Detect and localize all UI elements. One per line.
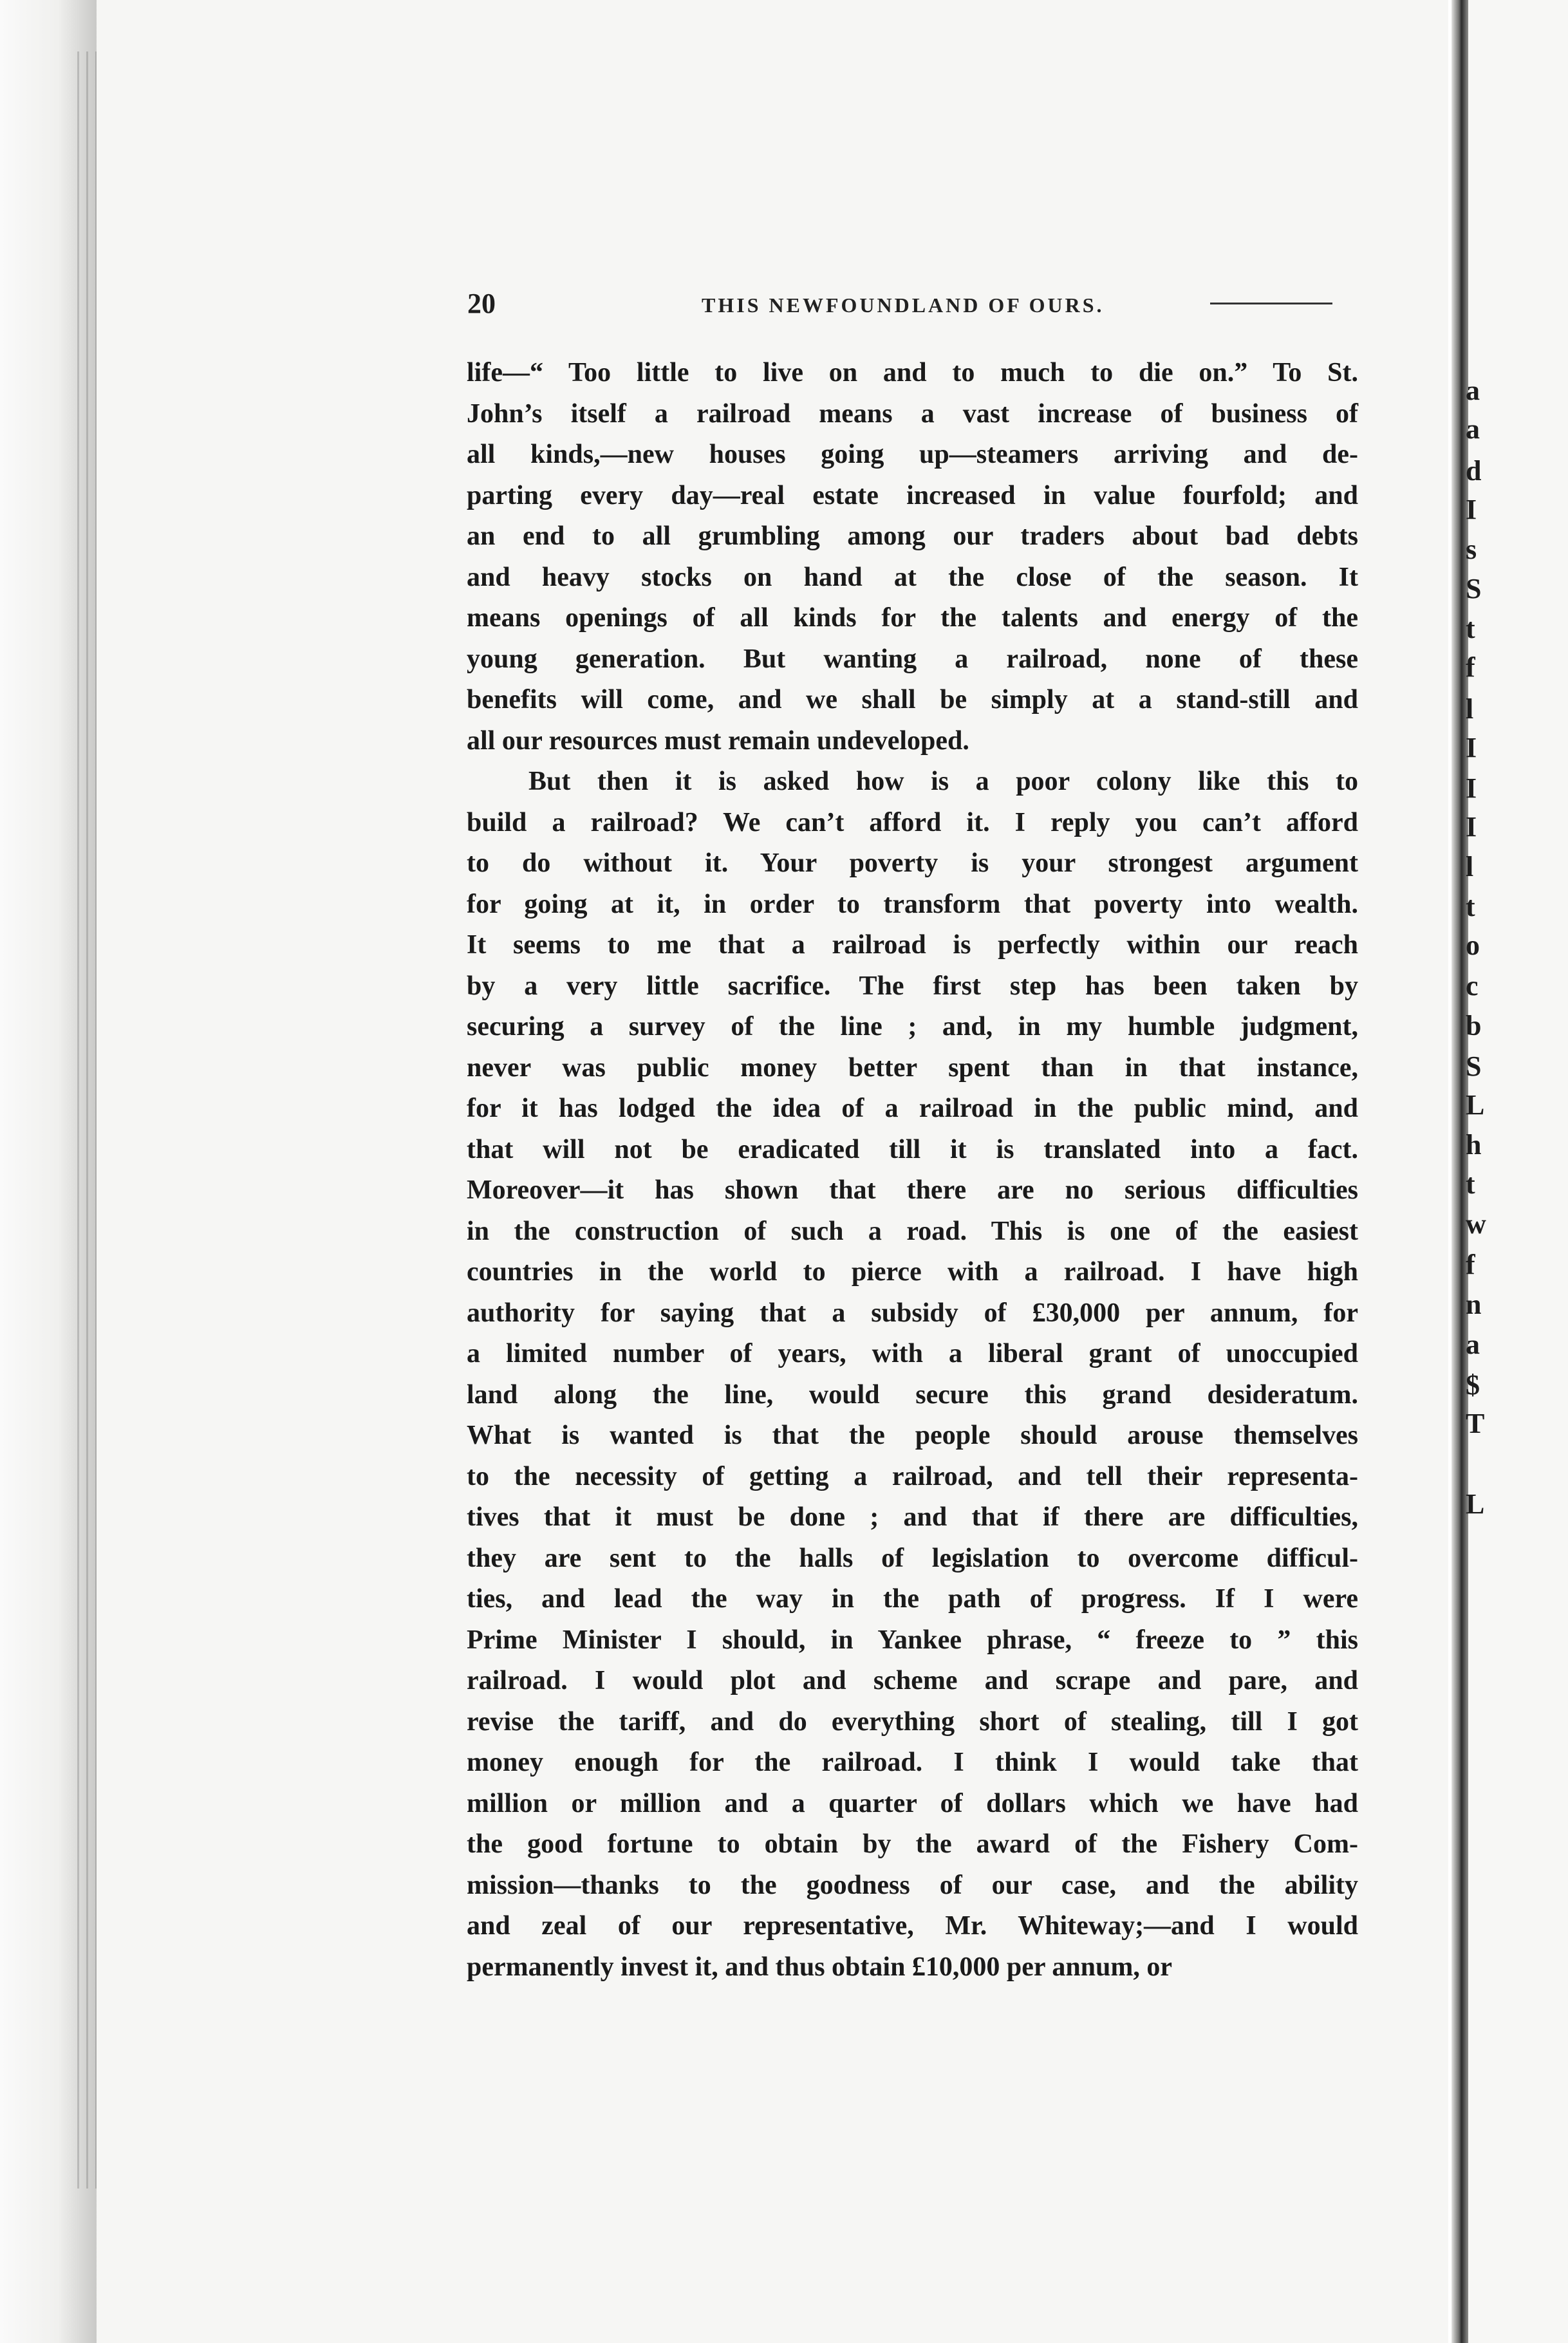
facing-page-letter: I: [1466, 811, 1477, 843]
facing-page-letter: h: [1466, 1129, 1482, 1161]
facing-page-letter: f: [1466, 1249, 1475, 1280]
facing-page-letter: s: [1466, 534, 1477, 565]
text-line: John’s itself a railroad means a vast increase of business of: [467, 398, 1358, 429]
facing-page-letter: S: [1466, 573, 1482, 604]
text-line: for going at it, in order to transform that poverty into wealth.: [467, 889, 1358, 919]
text-line: all our resources must remain undeveloped.: [467, 725, 969, 756]
text-line: to the necessity of getting a railroad, and tell their representa-: [467, 1461, 1358, 1491]
page-number: 20: [467, 288, 496, 319]
text-line: railroad. I would plot and scheme and scrape and pare, and: [467, 1666, 1358, 1695]
text-line: benefits will come, and we shall be simply at a stand-still and: [467, 685, 1358, 714]
text-line: and zeal of our representative, Mr. Whiteway;—and I would: [467, 1911, 1358, 1941]
facing-page-letter: L: [1466, 1089, 1485, 1121]
facing-page-letter: l: [1466, 693, 1474, 725]
text-line: for it has lodged the idea of a railroad in the public mind, and: [467, 1094, 1358, 1123]
facing-page-letter: l: [1466, 851, 1474, 882]
text-line: Moreover—it has shown that there are no serious difficulties: [467, 1175, 1358, 1205]
facing-page-letter: $: [1466, 1369, 1480, 1401]
text-line: life—“ Too little to live on and to much to die on.” To St.: [467, 358, 1358, 387]
text-line: an end to all grumbling among our traders about bad debts: [467, 521, 1358, 551]
facing-page-letter: t: [1466, 613, 1475, 644]
facing-page-letter: f: [1466, 651, 1475, 683]
text-line: revise the tariff, and do everything short of stealing, till I got: [467, 1706, 1358, 1737]
text-line: means openings of all kinds for the talents and energy of the: [467, 603, 1358, 633]
facing-page-edge: [1468, 0, 1568, 2343]
text-line: build a railroad? We can’t afford it. I reply you can’t afford: [467, 807, 1358, 837]
facing-page-letter: n: [1466, 1289, 1482, 1320]
facing-page-letter: t: [1466, 891, 1475, 922]
text-line: young generation. But wanting a railroad, none of these: [467, 644, 1358, 674]
text-line: million or million and a quarter of dollars which we have had: [467, 1788, 1358, 1818]
facing-page-letter: b: [1466, 1010, 1482, 1041]
header-rule: [1210, 303, 1332, 304]
text-line: It seems to me that a railroad is perfectly within our reach: [467, 930, 1358, 960]
facing-page-letter: a: [1466, 413, 1480, 445]
text-line: money enough for the railroad. I think I would take that: [467, 1748, 1358, 1777]
text-line: by a very little sacrifice. The first step has been taken by: [467, 971, 1358, 1001]
text-line: to do without it. Your poverty is your strongest argument: [467, 848, 1358, 878]
text-line: land along the line, would secure this grand desideratum.: [467, 1379, 1358, 1410]
text-line: countries in the world to pierce with a railroad. I have high: [467, 1257, 1358, 1287]
text-line: tives that it must be done ; and that if there are difficulties,: [467, 1502, 1358, 1532]
facing-page-letter: S: [1466, 1050, 1482, 1082]
facing-page-letter: w: [1466, 1208, 1486, 1240]
text-line: mission—thanks to the goodness of our case, and the ability: [467, 1870, 1358, 1900]
facing-page-letter: L: [1466, 1488, 1485, 1520]
text-line: authority for saying that a subsidy of £30,000 per annum, for: [467, 1298, 1358, 1328]
text-line: that will not be eradicated till it is translated into a fact.: [467, 1134, 1358, 1164]
facing-page-letter: d: [1466, 455, 1482, 487]
text-line: they are sent to the halls of legislation to overcome difficul-: [467, 1543, 1358, 1573]
facing-page-letter: a: [1466, 1329, 1480, 1360]
text-line: parting every day—real estate increased in value fourfold; and: [467, 480, 1358, 510]
text-line: in the construction of such a road. This is one of the easiest: [467, 1216, 1358, 1246]
running-head: THIS NEWFOUNDLAND OF OURS.: [702, 294, 1105, 317]
text-line: and heavy stocks on hand at the close of the season. It: [467, 562, 1358, 592]
facing-page-letter: a: [1466, 375, 1480, 406]
facing-page-letter: o: [1466, 929, 1480, 961]
text-line: all kinds,—new houses going up—steamers arriving and de-: [467, 440, 1358, 469]
text-line: securing a survey of the line ; and, in my humble judgment,: [467, 1012, 1358, 1041]
facing-page-letter: T: [1466, 1408, 1485, 1439]
text-line: Prime Minister I should, in Yankee phrase, “ freeze to ” this: [467, 1625, 1358, 1655]
text-line: What is wanted is that the people should arouse themselves: [467, 1421, 1358, 1450]
facing-page-letter: I: [1466, 772, 1477, 804]
text-line: But then it is asked how is a poor colony like this to: [528, 767, 1358, 796]
text-line: never was public money better spent than in that instance,: [467, 1052, 1358, 1083]
text-line: the good fortune to obtain by the award of the Fishery Com-: [467, 1829, 1358, 1859]
text-line: a limited number of years, with a liberal grant of unoccupied: [467, 1339, 1358, 1368]
facing-page-letter: c: [1466, 970, 1479, 1002]
facing-page-letter: I: [1466, 732, 1477, 763]
facing-page-letter: t: [1466, 1168, 1475, 1200]
body-text: [467, 353, 1358, 1988]
facing-page-letter: I: [1466, 494, 1477, 525]
text-line: permanently invest it, and thus obtain £10,000 per annum, or: [467, 1952, 1173, 1982]
text-line: ties, and lead the way in the path of progress. If I were: [467, 1584, 1358, 1614]
